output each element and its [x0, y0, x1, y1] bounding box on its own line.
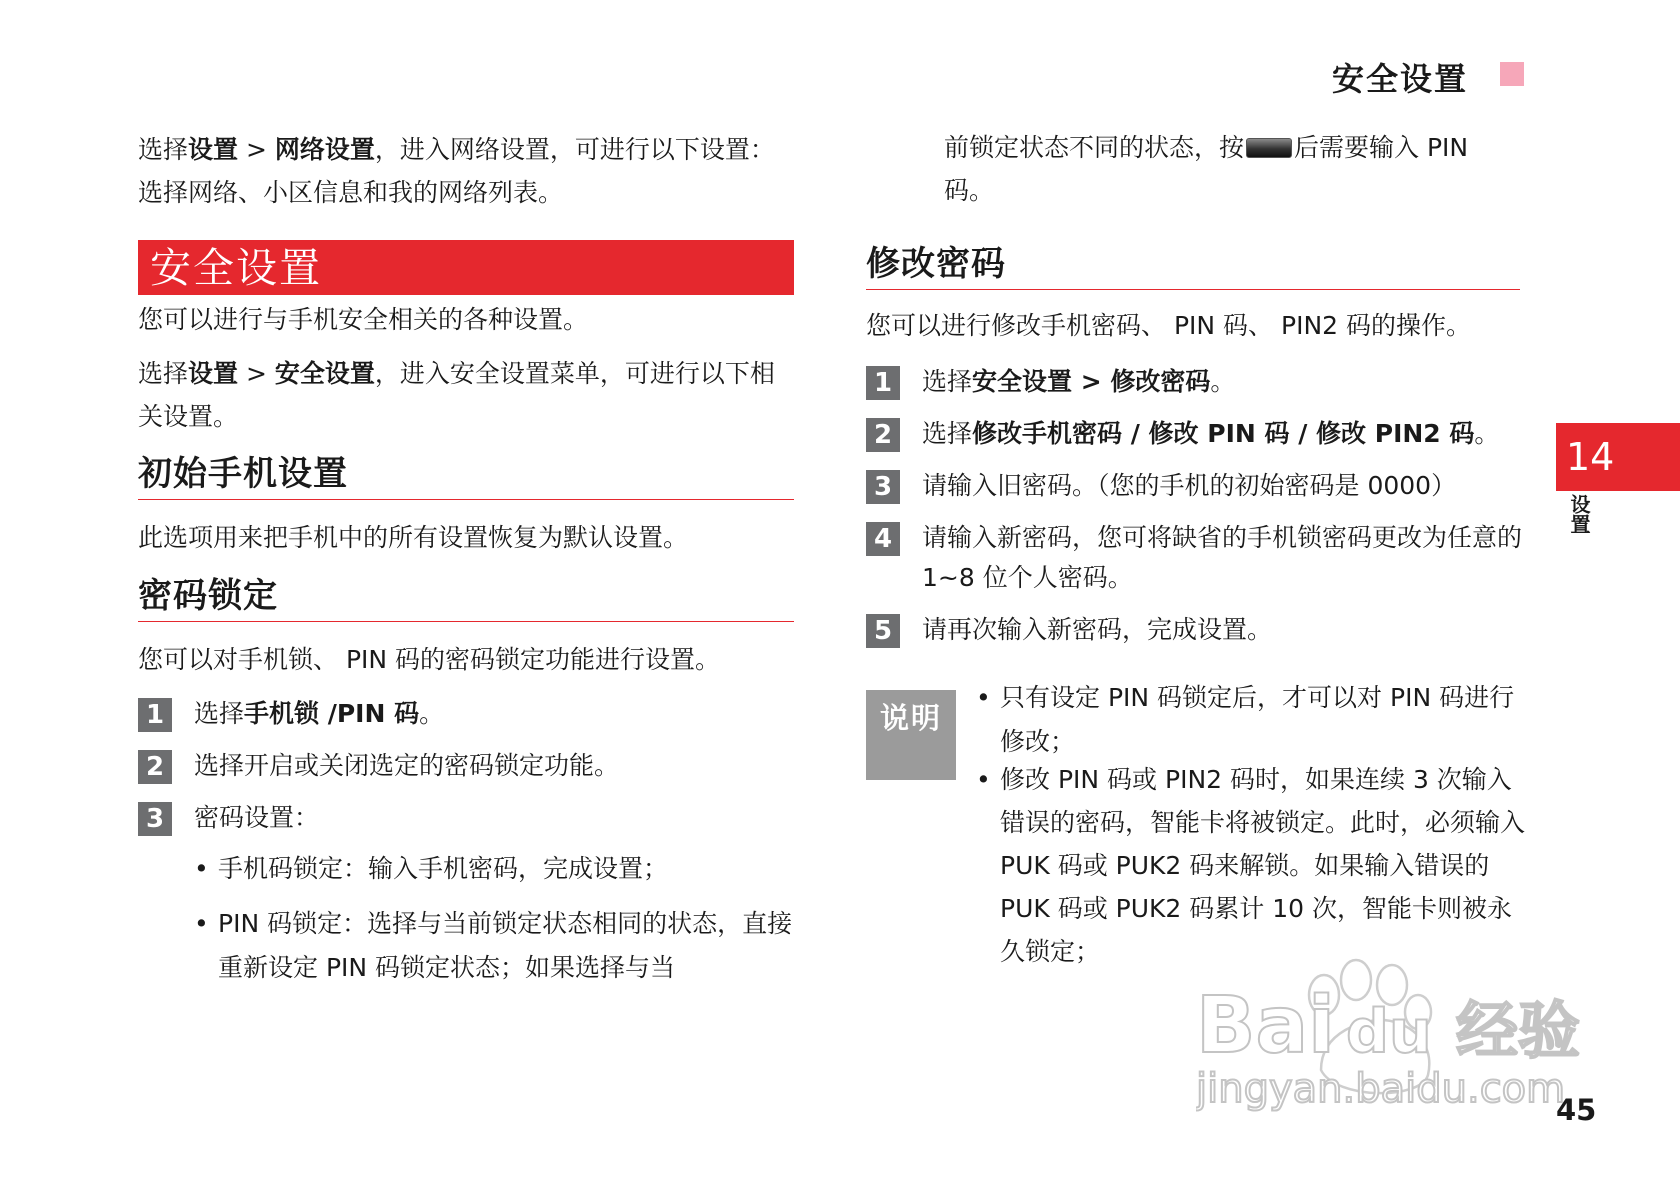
bullet-dot: •: [976, 765, 991, 794]
step-text: 选择安全设置 > 修改密码。: [922, 367, 1236, 396]
subheading-change-password: 修改密码: [866, 236, 1520, 290]
change-step: [866, 414, 1546, 454]
chapter-tab-number: 14: [1556, 423, 1680, 491]
subheading-initial-settings: 初始手机设置: [138, 446, 794, 500]
note-bullet: • 只有设定 PIN 码锁定后，才可以对 PIN 码进行修改；: [976, 676, 1532, 764]
step-number: 2: [138, 750, 172, 784]
step-text: 密码设置：: [194, 803, 320, 832]
lock-step: [138, 746, 798, 786]
watermark-logo-du: du: [1346, 997, 1432, 1067]
step-number: 3: [866, 470, 900, 504]
step-number: 2: [866, 418, 900, 452]
baidu-jingyan-watermark: [1196, 940, 1586, 1115]
change-step: [866, 610, 1526, 650]
bullet-dot: •: [976, 683, 991, 712]
section-path-paragraph: 选择设置 > 安全设置，进入安全设置菜单，可进行以下相关设置。: [138, 359, 775, 431]
step-text: 选择开启或关闭选定的密码锁定功能。: [194, 751, 620, 780]
step-text: 选择手机锁 /PIN 码。: [194, 699, 445, 728]
step-text: 请输入旧密码。（您的手机的初始密码是 0000）: [922, 471, 1457, 500]
step-number: 5: [866, 614, 900, 648]
change-step: [866, 362, 1526, 402]
bullet-dot: •: [194, 909, 209, 938]
initial-settings-description: 此选项用来把手机中的所有设置恢复为默认设置。: [138, 523, 689, 552]
step-number: 1: [138, 698, 172, 732]
page-number: 45: [1556, 1093, 1597, 1127]
subheading-password-lock: 密码锁定: [138, 568, 794, 622]
step-text: 请输入新密码，您可将缺省的手机锁密码更改为任意的 1~8 位个人密码。: [922, 523, 1523, 592]
watermark-logo: Bai: [1196, 981, 1335, 1071]
change-password-description: 您可以进行修改手机密码、 PIN 码、 PIN2 码的操作。: [866, 311, 1471, 340]
lock-step: [138, 798, 798, 838]
continuation-paragraph: 前锁定状态不同的状态，按 后需要输入 PIN 码。: [944, 133, 1469, 205]
lock-bullet: • 手机码锁定：输入手机密码，完成设置；: [194, 847, 794, 891]
header-accent-square: [1500, 62, 1524, 86]
page-header-title: 安全设置: [1331, 60, 1468, 98]
step-text: 选择修改手机密码 / 修改 PIN 码 / 修改 PIN2 码。: [922, 419, 1500, 448]
note-badge: 说明: [866, 690, 956, 780]
change-step: [866, 518, 1526, 598]
section-banner-security: 安全设置: [138, 240, 794, 295]
step-text: 请再次输入新密码，完成设置。: [922, 615, 1273, 644]
step-number: 1: [866, 366, 900, 400]
step-number: 3: [138, 802, 172, 836]
lock-bullet: • PIN 码锁定：选择与当前锁定状态相同的状态，直接重新设定 PIN 码锁定状态；如果选择与当: [194, 902, 794, 990]
intro-network-paragraph: 选择设置 > 网络设置，进入网络设置，可进行以下设置：选择网络、小区信息和我的网络列表。: [138, 135, 775, 207]
soft-key-icon: [1246, 138, 1292, 158]
section-description: 您可以进行与手机安全相关的各种设置。: [138, 305, 589, 334]
note-bullet: • 修改 PIN 码或 PIN2 码时，如果连续 3 次输入错误的密码，智能卡将被锁定。此时，必须输入 PUK 码或 PUK2 码来解锁。如果输入错误的 PUK 码或 PUK2 码累计 10 次，智能卡则被永久锁定；: [976, 758, 1532, 973]
bullet-dot: •: [194, 854, 209, 883]
watermark-logo-cn: 经验: [1456, 994, 1581, 1067]
step-number: 4: [866, 522, 900, 556]
password-lock-description: 您可以对手机锁、 PIN 码的密码锁定功能进行设置。: [138, 645, 721, 674]
lock-step: [138, 694, 798, 734]
chapter-tab-label: 设置: [1567, 494, 1591, 534]
change-step: [866, 466, 1546, 506]
watermark-url: jingyan.baidu.com: [1196, 1066, 1566, 1112]
